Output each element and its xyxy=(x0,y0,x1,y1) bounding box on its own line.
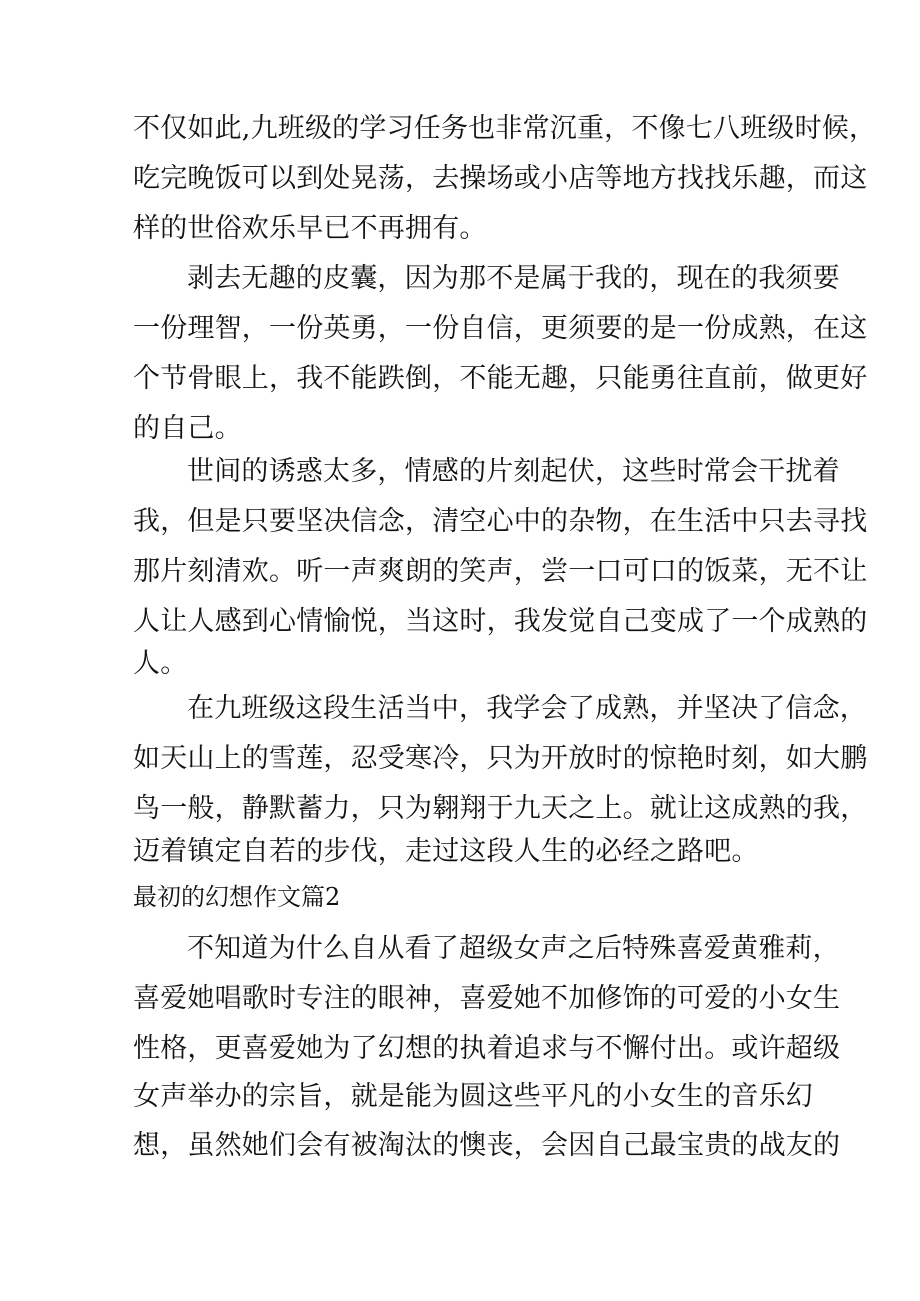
paragraph-2-line-1: 剥去无趣的皮囊，因为那不是属于我的，现在的我须要 xyxy=(187,263,840,294)
paragraph-2-line-3: 个节骨眼上，我不能跌倒，不能无趣，只能勇往直前，做更好 xyxy=(133,363,868,394)
paragraph-4-line-2: 如天山上的雪莲，忍受寒冷，只为开放时的惊艳时刻，如大鹏 xyxy=(133,743,868,774)
section-paragraph-line-3: 性格，更喜爱她为了幻想的执着追求与不懈付出。或许超级 xyxy=(133,1033,841,1064)
paragraph-1-line-3: 样的世俗欢乐早已不再拥有。 xyxy=(133,213,487,244)
section-paragraph-line-4: 女声举办的宗旨，就是能为圆这些平凡的小女生的音乐幻 xyxy=(133,1081,813,1112)
paragraph-3-line-5: 人。 xyxy=(133,648,188,679)
paragraph-2-line-4: 的自己。 xyxy=(133,413,242,444)
paragraph-3-line-2: 我，但是只要坚决信念，清空心中的杂物，在生活中只去寻找 xyxy=(133,506,868,537)
paragraph-3-line-3: 那片刻清欢。听一声爽朗的笑声，尝一口可口的饭菜，无不让 xyxy=(133,556,868,587)
section-title: 最初的幻想作文篇2 xyxy=(133,883,341,911)
section-paragraph-line-5: 想，虽然她们会有被淘汰的懊丧，会因自己最宝贵的战友的 xyxy=(133,1130,841,1161)
section-paragraph-line-2: 喜爱她唱歌时专注的眼神，喜爱她不加修饰的可爱的小女生 xyxy=(133,983,841,1014)
paragraph-3-line-4: 人让人感到心情愉悦，当这时，我发觉自己变成了一个成熟的 xyxy=(133,606,868,637)
paragraph-4-line-4: 迈着镇定自若的步伐，走过这段人生的必经之路吧。 xyxy=(133,836,759,867)
paragraph-1-line-2: 吃完晚饭可以到处晃荡，去操场或小店等地方找找乐趣，而这 xyxy=(133,163,868,194)
section-paragraph-line-1: 不知道为什么自从看了超级女声之后特殊喜爱黄雅莉， xyxy=(187,933,840,964)
paragraph-1-line-1: 不仅如此,九班级的学习任务也非常沉重，不像七八班级时候， xyxy=(133,113,877,144)
paragraph-4-line-3: 鸟一般，静默蓄力，只为翱翔于九天之上。就让这成熟的我， xyxy=(133,793,868,824)
paragraph-3-line-1: 世间的诱惑太多，情感的片刻起伏，这些时常会干扰着 xyxy=(187,456,840,487)
paragraph-4-line-1: 在九班级这段生活当中，我学会了成熟，并坚决了信念， xyxy=(187,693,867,724)
paragraph-2-line-2: 一份理智，一份英勇，一份自信，更须要的是一份成熟，在这 xyxy=(133,313,868,344)
